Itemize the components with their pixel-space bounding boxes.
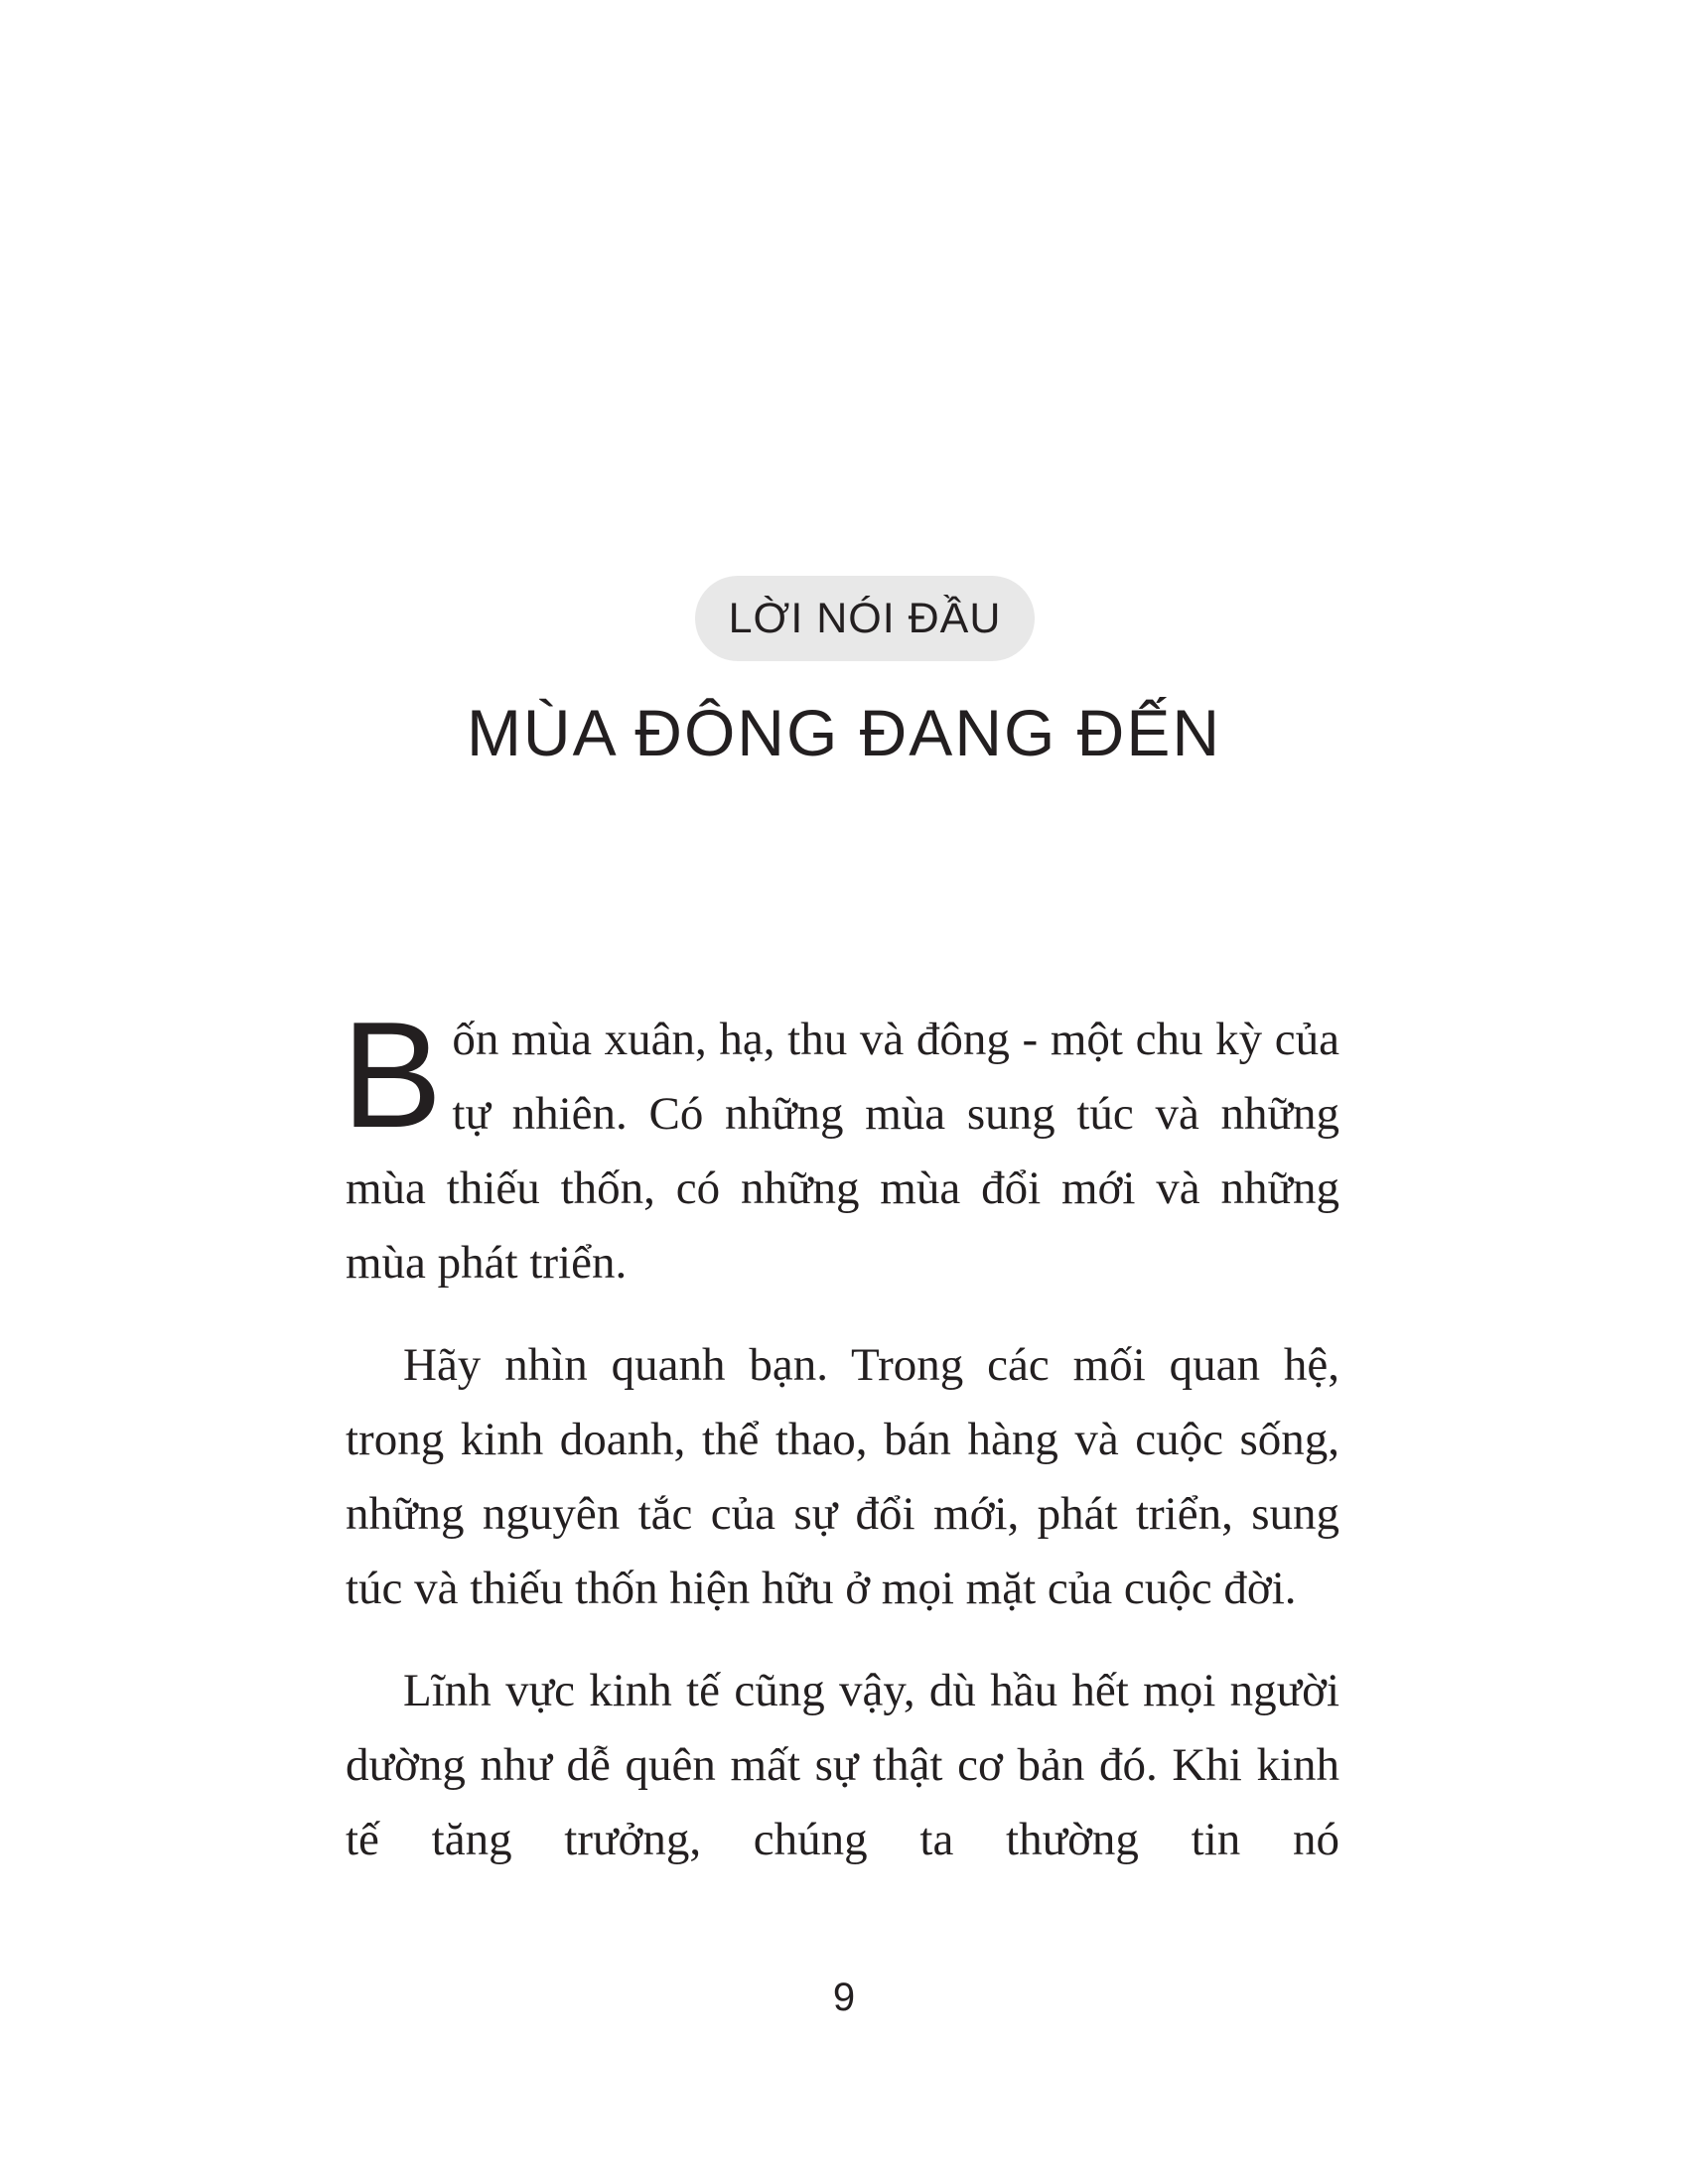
body-text [342,991,1339,1905]
paragraph-1-text: ốn mùa xuân, hạ, thu và đông - một chu kỳ của tự nhiên. Có những mùa sung túc và những mùa thiếu thốn, có những mùa đổi mới và những mùa phát triển. [346,1014,1339,1289]
section-label-badge [695,576,1035,661]
section-label: LỜI NÓI ĐẦU [728,594,1002,642]
paragraph-3: Lĩnh vực kinh tế cũng vậy, dù hầu hết mọi người dường như dễ quên mất sự thật cơ bản đó. Khi kinh tế tăng trưởng, chúng ta thường tin nó [346,1665,1339,1865]
paragraph-2: Hãy nhìn quanh bạn. Trong các mối quan hệ, trong kinh doanh, thể thao, bán hàng và cuộc sống, những nguyên tắc của sự đổi mới, phát triển, sung túc và thiếu thốn hiện hữu ở mọi mặt của cuộc đời. [346,1339,1339,1614]
drop-cap: B [342,991,443,1160]
paragraph-1 [342,991,1339,1300]
chapter-title: MÙA ĐÔNG ĐANG ĐẾN [466,696,1222,769]
page-number: 9 [832,1976,856,2019]
